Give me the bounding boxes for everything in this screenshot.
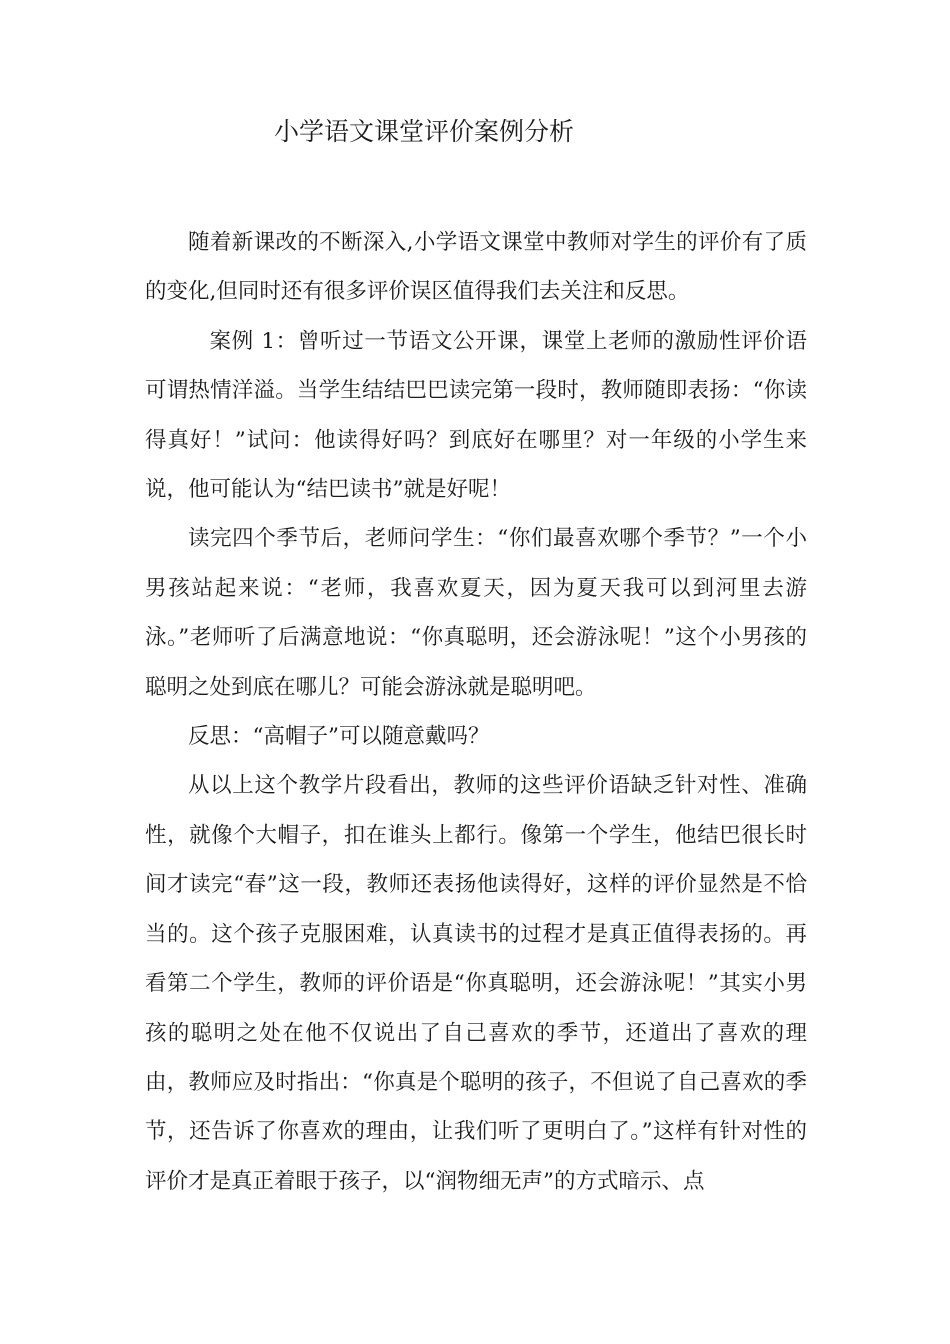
paragraph-analysis: 从以上这个教学片段看出，教师的这些评价语缺乏针对性、准确性，就像个大帽子，扣在谁头上都行。像第一个学生，他结巴很长时间才读完“春”这一段，教师还表扬他读得好，这样的评价显然是不恰当的。这个孩子克服困难，认真读书的过程才是真正值得表扬的。再看第二个学生，教师的评价语是“你真聪明，还会游泳呢！”其实小男孩的聪明之处在他不仅说出了自己喜欢的季节，还道出了喜欢的理由，教师应及时指出：“你真是个聪明的孩子，不但说了自己喜欢的季节，还告诉了你喜欢的理由，让我们听了更明白了。”这样有针对性的评价才是真正着眼于孩子，以“润物细无声”的方式暗示、点 [145, 773, 807, 1194]
paragraph-case-1: 案例 1：曾听过一节语文公开课，课堂上老师的激励性评价语可谓热情洋溢。当学生结结巴巴读完第一段时，教师随即表扬：“你读得真好！”试问：他读得好吗？到底好在哪里？对一年级的小学生来说，他可能认为“结巴读书”就是好呢！ [145, 328, 807, 503]
paragraph-reflection-heading: 反思：“高帽子”可以随意戴吗？ [188, 724, 490, 750]
paragraph-seasons: 读完四个季节后，老师问学生：“你们最喜欢哪个季节？”一个小男孩站起来说：“老师，我喜欢夏天，因为夏天我可以到河里去游泳。”老师听了后满意地说：“你真聪明，还会游泳呢！”这个小男孩的聪明之处到底在哪儿？可能会游泳就是聪明吧。 [145, 526, 807, 700]
paragraph-intro: 随着新课改的不断深入,小学语文课堂中教师对学生的评价有了质的变化,但同时还有很多评价误区值得我们去关注和反思。 [145, 230, 807, 305]
document-title: 小学语文课堂评价案例分析 [274, 117, 575, 146]
document-body [145, 218, 807, 1206]
